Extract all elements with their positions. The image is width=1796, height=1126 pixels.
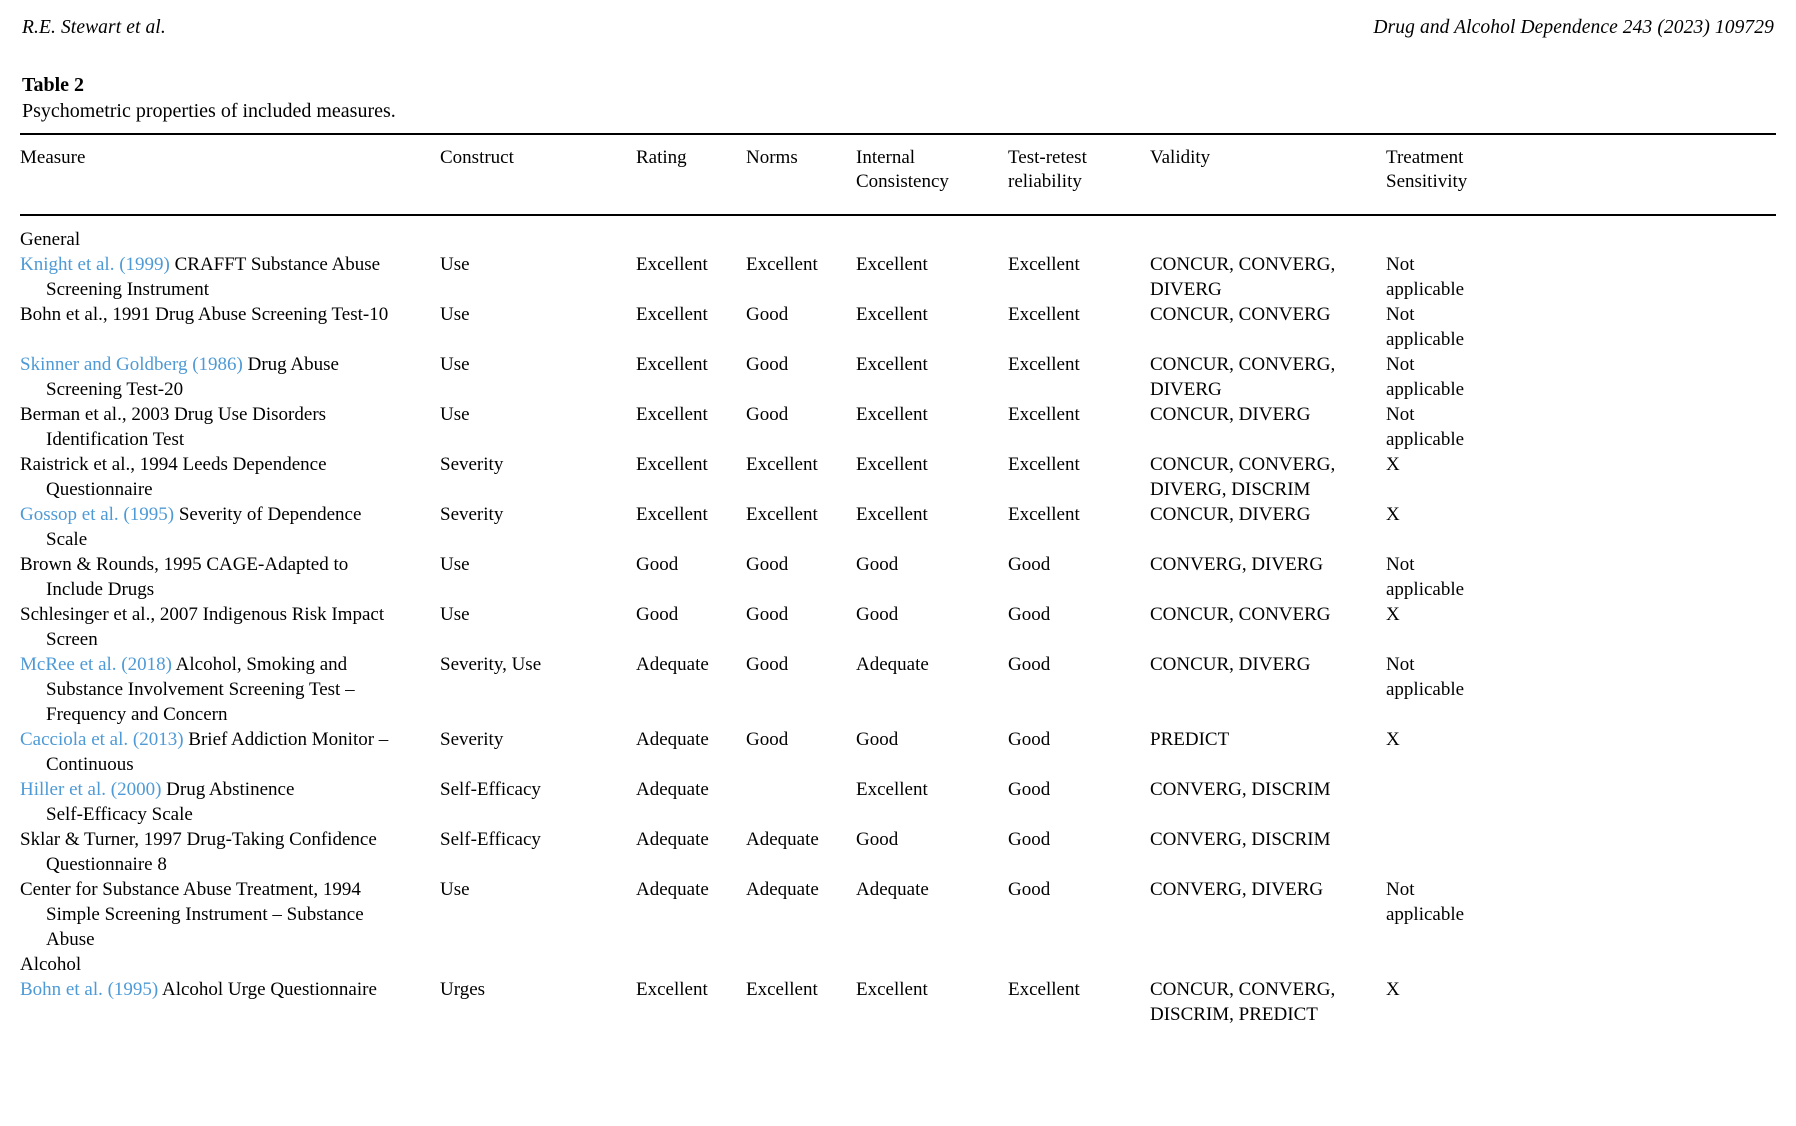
running-head <box>22 16 1774 40</box>
construct-cell: Self-Efficacy <box>440 829 541 850</box>
norms-cell: Good <box>746 404 789 425</box>
norms-cell: Good <box>746 654 789 675</box>
treatment-sensitivity-line: X <box>1386 604 1400 625</box>
validity-cell <box>1150 977 1386 1027</box>
citation-link[interactable]: Gossop et al. (1995) <box>20 504 175 525</box>
empty-cell <box>746 952 856 977</box>
measure-line-continued: Frequency and Concern <box>46 704 228 725</box>
treatment-sensitivity-cell <box>1386 352 1776 402</box>
measure-line-primary <box>20 777 434 802</box>
treatment-sensitivity-line: Not <box>1386 304 1415 325</box>
norms-cell: Good <box>746 304 789 325</box>
column-header-construct <box>440 134 636 215</box>
table-row <box>20 502 1776 552</box>
treatment-sensitivity-line: Not <box>1386 354 1415 375</box>
treatment-sensitivity-line: applicable <box>1386 379 1465 400</box>
column-header-line: Sensitivity <box>1386 171 1468 192</box>
norms-cell: Good <box>746 604 789 625</box>
table-row <box>20 452 1776 502</box>
validity-cell <box>1150 252 1386 302</box>
measure-name-text: Alcohol Urge Questionnaire <box>158 979 377 1000</box>
norms-cell: Excellent <box>746 454 818 475</box>
internal-cell: Excellent <box>856 354 928 375</box>
validity-cell <box>1150 502 1386 552</box>
norms-cell: Good <box>746 554 789 575</box>
measure-line-continued: Questionnaire 8 <box>46 854 167 875</box>
treatment-sensitivity-line: Not <box>1386 404 1415 425</box>
treatment-sensitivity-cell <box>1386 602 1776 652</box>
measure-name-text: Brief Addiction Monitor – <box>183 729 389 750</box>
internal-cell: Excellent <box>856 504 928 525</box>
internal-cell: Good <box>856 554 899 575</box>
validity-line: CONVERG, DIVERG <box>1150 554 1324 575</box>
validity-cell <box>1150 827 1386 877</box>
empty-cell <box>856 952 1008 977</box>
testretest-cell: Excellent <box>1008 979 1080 1000</box>
validity-cell <box>1150 352 1386 402</box>
measure-line-primary <box>20 252 434 277</box>
validity-line: CONCUR, CONVERG, <box>1150 354 1336 375</box>
running-head-authors: R.E. Stewart et al. <box>22 17 166 38</box>
citation-link[interactable]: Skinner and Goldberg (1986) <box>20 354 243 375</box>
measure-cell <box>20 727 440 777</box>
validity-line: CONVERG, DISCRIM <box>1150 779 1331 800</box>
validity-cell <box>1150 602 1386 652</box>
rating-cell: Good <box>636 604 679 625</box>
measure-line-continued: Screen <box>46 629 98 650</box>
testretest-cell: Good <box>1008 779 1051 800</box>
internal-cell: Excellent <box>856 979 928 1000</box>
empty-cell <box>1386 952 1776 977</box>
rating-cell: Excellent <box>636 354 708 375</box>
validity-line: DIVERG, DISCRIM <box>1150 479 1311 500</box>
measure-line-primary: Raistrick et al., 1994 Leeds Dependence <box>20 454 327 475</box>
norms-cell: Excellent <box>746 504 818 525</box>
testretest-cell: Good <box>1008 829 1051 850</box>
treatment-sensitivity-cell <box>1386 877 1776 952</box>
rating-cell: Adequate <box>636 879 709 900</box>
psychometric-properties-table <box>20 133 1776 1027</box>
construct-cell: Use <box>440 304 470 325</box>
construct-cell: Self-Efficacy <box>440 779 541 800</box>
table-row <box>20 877 1776 952</box>
group-label: Alcohol <box>20 954 82 975</box>
validity-line: CONVERG, DIVERG <box>1150 879 1324 900</box>
norms-cell: Good <box>746 729 789 750</box>
construct-cell: Severity <box>440 729 504 750</box>
table-head <box>20 134 1776 215</box>
measure-line-primary <box>20 727 434 752</box>
column-header-treatment-sensitivity <box>1386 134 1776 215</box>
treatment-sensitivity-line: applicable <box>1386 679 1465 700</box>
testretest-cell: Excellent <box>1008 504 1080 525</box>
empty-cell <box>746 215 856 252</box>
rating-cell: Excellent <box>636 979 708 1000</box>
column-header-test-retest-reliability <box>1008 134 1150 215</box>
treatment-sensitivity-cell <box>1386 977 1776 1027</box>
measure-line-primary <box>20 977 434 1002</box>
measure-name-text: CRAFFT Substance Abuse <box>169 254 381 275</box>
column-header-norms <box>746 134 856 215</box>
rating-cell: Excellent <box>636 254 708 275</box>
measure-line-primary <box>20 652 434 677</box>
rating-cell: Excellent <box>636 454 708 475</box>
empty-cell <box>1150 952 1386 977</box>
measure-cell <box>20 652 440 727</box>
construct-cell: Use <box>440 554 470 575</box>
measure-line-primary: Sklar & Turner, 1997 Drug-Taking Confidence <box>20 829 377 850</box>
citation-link[interactable]: Knight et al. (1999) <box>20 254 170 275</box>
column-header-validity <box>1150 134 1386 215</box>
construct-cell: Use <box>440 604 470 625</box>
validity-cell <box>1150 727 1386 777</box>
treatment-sensitivity-cell <box>1386 452 1776 502</box>
internal-cell: Good <box>856 604 899 625</box>
treatment-sensitivity-line: applicable <box>1386 279 1465 300</box>
table-row <box>20 727 1776 777</box>
table-row <box>20 352 1776 402</box>
table-body <box>20 215 1776 1027</box>
rating-cell: Adequate <box>636 829 709 850</box>
treatment-sensitivity-cell <box>1386 302 1776 352</box>
norms-cell: Excellent <box>746 979 818 1000</box>
norms-cell <box>746 777 856 827</box>
table-row <box>20 252 1776 302</box>
measure-cell <box>20 402 440 452</box>
measure-cell <box>20 302 440 352</box>
validity-line: CONCUR, DIVERG <box>1150 654 1311 675</box>
construct-cell: Use <box>440 404 470 425</box>
rating-cell: Good <box>636 554 679 575</box>
treatment-sensitivity-line: applicable <box>1386 429 1465 450</box>
measure-line-primary: Center for Substance Abuse Treatment, 1994 <box>20 879 361 900</box>
validity-line: DIVERG <box>1150 279 1222 300</box>
measure-line-primary: Bohn et al., 1991 Drug Abuse Screening Test-10 <box>20 304 389 325</box>
empty-cell <box>1150 215 1386 252</box>
measure-line-continued: Screening Instrument <box>46 279 210 300</box>
construct-cell: Severity, Use <box>440 654 542 675</box>
testretest-cell: Good <box>1008 554 1051 575</box>
column-header-line: Construct <box>440 147 514 168</box>
testretest-cell: Good <box>1008 604 1051 625</box>
testretest-cell: Excellent <box>1008 304 1080 325</box>
table-group-row <box>20 952 1776 977</box>
treatment-sensitivity-cell <box>1386 552 1776 602</box>
citation-link[interactable]: Cacciola et al. (2013) <box>20 729 184 750</box>
norms-cell: Excellent <box>746 254 818 275</box>
measure-line-continued: Questionnaire <box>46 479 153 500</box>
internal-cell: Excellent <box>856 404 928 425</box>
validity-cell <box>1150 777 1386 827</box>
column-header-line: Test-retest <box>1008 147 1087 168</box>
validity-cell <box>1150 652 1386 727</box>
citation-link[interactable]: Bohn et al. (1995) <box>20 979 159 1000</box>
measure-line-continued: Substance Involvement Screening Test – <box>46 679 355 700</box>
table-row <box>20 777 1776 827</box>
rating-cell: Excellent <box>636 304 708 325</box>
validity-line: DISCRIM, PREDICT <box>1150 1004 1318 1025</box>
treatment-sensitivity-line: applicable <box>1386 904 1465 925</box>
treatment-sensitivity-line: Not <box>1386 879 1415 900</box>
testretest-cell: Good <box>1008 654 1051 675</box>
measure-name-text: Alcohol, Smoking and <box>171 654 348 675</box>
treatment-sensitivity-cell <box>1386 252 1776 302</box>
validity-cell <box>1150 452 1386 502</box>
validity-line: CONCUR, DIVERG <box>1150 504 1311 525</box>
treatment-sensitivity-cell <box>1386 777 1776 827</box>
table-title: Psychometric properties of included measures. <box>22 100 396 122</box>
construct-cell: Use <box>440 254 470 275</box>
table-row <box>20 302 1776 352</box>
running-head-journal: Drug and Alcohol Dependence 243 (2023) 109729 <box>1373 17 1774 38</box>
validity-line: CONVERG, DISCRIM <box>1150 829 1331 850</box>
measure-line-continued: Continuous <box>46 754 134 775</box>
table-row <box>20 827 1776 877</box>
table-row <box>20 552 1776 602</box>
measure-cell <box>20 977 440 1027</box>
column-header-measure <box>20 134 440 215</box>
empty-cell <box>636 215 746 252</box>
internal-cell: Good <box>856 829 899 850</box>
treatment-sensitivity-line: Not <box>1386 554 1415 575</box>
norms-cell: Adequate <box>746 879 819 900</box>
validity-line: CONCUR, CONVERG <box>1150 604 1331 625</box>
treatment-sensitivity-line: X <box>1386 454 1400 475</box>
table-caption <box>22 72 1774 125</box>
treatment-sensitivity-cell <box>1386 402 1776 452</box>
empty-cell <box>440 215 636 252</box>
validity-line: PREDICT <box>1150 729 1230 750</box>
rating-cell: Excellent <box>636 404 708 425</box>
internal-cell: Excellent <box>856 779 928 800</box>
testretest-cell: Excellent <box>1008 404 1080 425</box>
validity-line: CONCUR, CONVERG, <box>1150 454 1336 475</box>
measure-line-primary: Schlesinger et al., 2007 Indigenous Risk Impact <box>20 604 385 625</box>
measure-line-continued: Identification Test <box>46 429 185 450</box>
internal-cell: Excellent <box>856 254 928 275</box>
table-row <box>20 977 1776 1027</box>
column-header-line: reliability <box>1008 171 1082 192</box>
internal-cell: Good <box>856 729 899 750</box>
treatment-sensitivity-cell <box>1386 652 1776 727</box>
treatment-sensitivity-line: X <box>1386 979 1400 1000</box>
internal-cell: Excellent <box>856 454 928 475</box>
measure-cell <box>20 777 440 827</box>
measure-line-primary <box>20 352 434 377</box>
table-row <box>20 652 1776 727</box>
table-container <box>20 133 1776 1027</box>
citation-link[interactable]: McRee et al. (2018) <box>20 654 172 675</box>
treatment-sensitivity-cell <box>1386 502 1776 552</box>
citation-link[interactable]: Hiller et al. (2000) <box>20 779 162 800</box>
table-label: Table 2 <box>22 74 85 96</box>
treatment-sensitivity-line: Not <box>1386 254 1415 275</box>
header-row <box>20 134 1776 215</box>
rating-cell: Adequate <box>636 729 709 750</box>
rating-cell: Excellent <box>636 504 708 525</box>
treatment-sensitivity-line: X <box>1386 729 1400 750</box>
table-row <box>20 602 1776 652</box>
testretest-cell: Good <box>1008 879 1051 900</box>
empty-cell <box>636 952 746 977</box>
measure-line-continued: Scale <box>46 529 88 550</box>
column-header-line: Treatment <box>1386 147 1464 168</box>
column-header-internal-consistency <box>856 134 1008 215</box>
validity-line: DIVERG <box>1150 379 1222 400</box>
empty-cell <box>440 952 636 977</box>
construct-cell: Severity <box>440 504 504 525</box>
column-header-line: Norms <box>746 147 798 168</box>
measure-line-primary: Brown & Rounds, 1995 CAGE-Adapted to <box>20 554 349 575</box>
treatment-sensitivity-line: Not <box>1386 654 1415 675</box>
construct-cell: Severity <box>440 454 504 475</box>
column-header-line: Measure <box>20 147 86 168</box>
empty-cell <box>1386 215 1776 252</box>
validity-line: CONCUR, CONVERG, <box>1150 254 1336 275</box>
measure-line-continued: Screening Test-20 <box>46 379 184 400</box>
column-header-line: Rating <box>636 147 687 168</box>
measure-line-continued: Simple Screening Instrument – Substance <box>46 904 364 925</box>
testretest-cell: Good <box>1008 729 1051 750</box>
measure-cell <box>20 602 440 652</box>
empty-cell <box>856 215 1008 252</box>
measure-line-continued: Self-Efficacy Scale <box>46 804 193 825</box>
measure-cell <box>20 252 440 302</box>
column-header-line: Validity <box>1150 147 1211 168</box>
measure-cell <box>20 877 440 952</box>
rating-cell: Adequate <box>636 654 709 675</box>
table-group-row <box>20 215 1776 252</box>
empty-cell <box>1008 215 1150 252</box>
validity-line: CONCUR, DIVERG <box>1150 404 1311 425</box>
rating-cell: Adequate <box>636 779 709 800</box>
internal-cell: Adequate <box>856 879 929 900</box>
measure-name-text: Drug Abstinence <box>161 779 295 800</box>
empty-cell <box>1008 952 1150 977</box>
construct-cell: Urges <box>440 979 486 1000</box>
treatment-sensitivity-cell <box>1386 827 1776 877</box>
column-header-line: Internal <box>856 147 916 168</box>
validity-line: CONCUR, CONVERG <box>1150 304 1331 325</box>
measure-cell <box>20 552 440 602</box>
validity-cell <box>1150 402 1386 452</box>
measure-line-continued: Abuse <box>46 929 95 950</box>
norms-cell: Adequate <box>746 829 819 850</box>
treatment-sensitivity-cell <box>1386 727 1776 777</box>
measure-line-primary: Berman et al., 2003 Drug Use Disorders <box>20 404 327 425</box>
validity-cell <box>1150 552 1386 602</box>
internal-cell: Adequate <box>856 654 929 675</box>
measure-name-text: Drug Abuse <box>242 354 339 375</box>
column-header-rating <box>636 134 746 215</box>
treatment-sensitivity-line: applicable <box>1386 579 1465 600</box>
table-row <box>20 402 1776 452</box>
validity-line: CONCUR, CONVERG, <box>1150 979 1336 1000</box>
measure-cell <box>20 452 440 502</box>
measure-name-text: Severity of Dependence <box>174 504 362 525</box>
measure-line-continued: Include Drugs <box>46 579 155 600</box>
validity-cell <box>1150 877 1386 952</box>
internal-cell: Excellent <box>856 304 928 325</box>
testretest-cell: Excellent <box>1008 354 1080 375</box>
construct-cell: Use <box>440 354 470 375</box>
testretest-cell: Excellent <box>1008 454 1080 475</box>
measure-line-primary <box>20 502 434 527</box>
measure-cell <box>20 827 440 877</box>
treatment-sensitivity-line: X <box>1386 504 1400 525</box>
measure-cell <box>20 502 440 552</box>
testretest-cell: Excellent <box>1008 254 1080 275</box>
measure-cell <box>20 352 440 402</box>
treatment-sensitivity-line: applicable <box>1386 329 1465 350</box>
group-label: General <box>20 229 81 250</box>
construct-cell: Use <box>440 879 470 900</box>
column-header-line: Consistency <box>856 171 949 192</box>
norms-cell: Good <box>746 354 789 375</box>
validity-cell <box>1150 302 1386 352</box>
